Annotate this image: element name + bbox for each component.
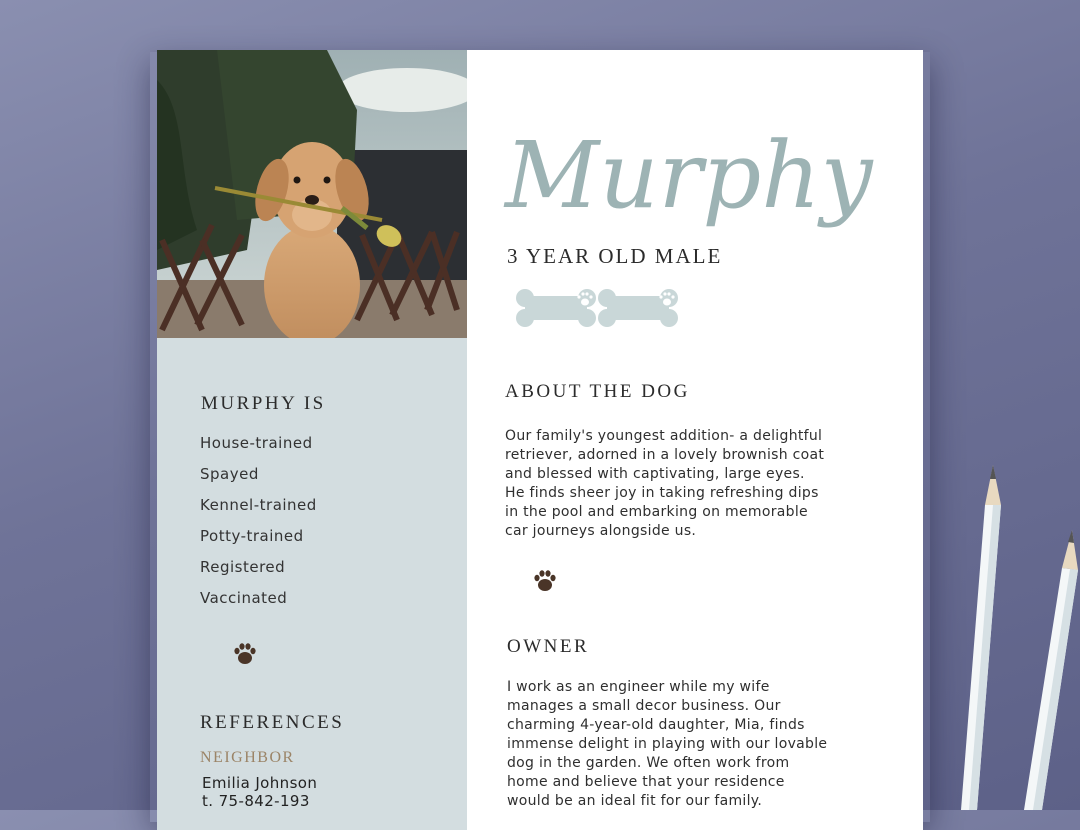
trait-item: Kennel-trained	[200, 496, 317, 514]
pencil-icon	[1020, 530, 1080, 810]
reference-phone: t. 75-842-193	[202, 792, 310, 810]
about-text: Our family's youngest addition- a delightful retriever, adorned in a lovely brownish coat and blessed with captivating, large eyes. He finds sheer joy in taking refreshing dips in the pool and embarking on memorable car journeys alongside us.	[505, 428, 825, 539]
paw-print-icon	[532, 568, 558, 594]
dog-name-text: Murphy	[505, 122, 873, 229]
dog-photo	[157, 50, 467, 338]
dog-name-title	[499, 102, 919, 242]
pencil-icon	[955, 465, 1015, 810]
trait-item: Registered	[200, 558, 286, 576]
reference-label: NEIGHBOR	[200, 749, 295, 766]
trait-item: Potty-trained	[200, 527, 304, 545]
adoption-flyer	[157, 50, 923, 830]
left-column	[157, 50, 467, 830]
trait-item: Spayed	[200, 465, 259, 483]
owner-heading: OWNER	[507, 636, 590, 657]
owner-text: I work as an engineer while my wife manages a small decor business. Our charming 4-year-old daughter, Mia, finds immense delight in playing with our lovable dog in the garden. We often work from home and believe that your residence would be an ideal fit for our family.	[507, 679, 828, 809]
paw-print-icon	[232, 641, 258, 667]
bone-icon	[515, 288, 685, 328]
about-heading: ABOUT THE DOG	[505, 381, 690, 402]
right-column	[467, 50, 923, 830]
traits-heading: MURPHY IS	[201, 393, 326, 414]
traits-list	[200, 434, 317, 620]
subtitle: 3 YEAR OLD MALE	[507, 244, 723, 268]
trait-item: Vaccinated	[200, 589, 288, 607]
trait-item: House-trained	[200, 434, 313, 452]
references-heading: REFERENCES	[200, 712, 345, 733]
reference-name: Emilia Johnson	[202, 774, 318, 792]
